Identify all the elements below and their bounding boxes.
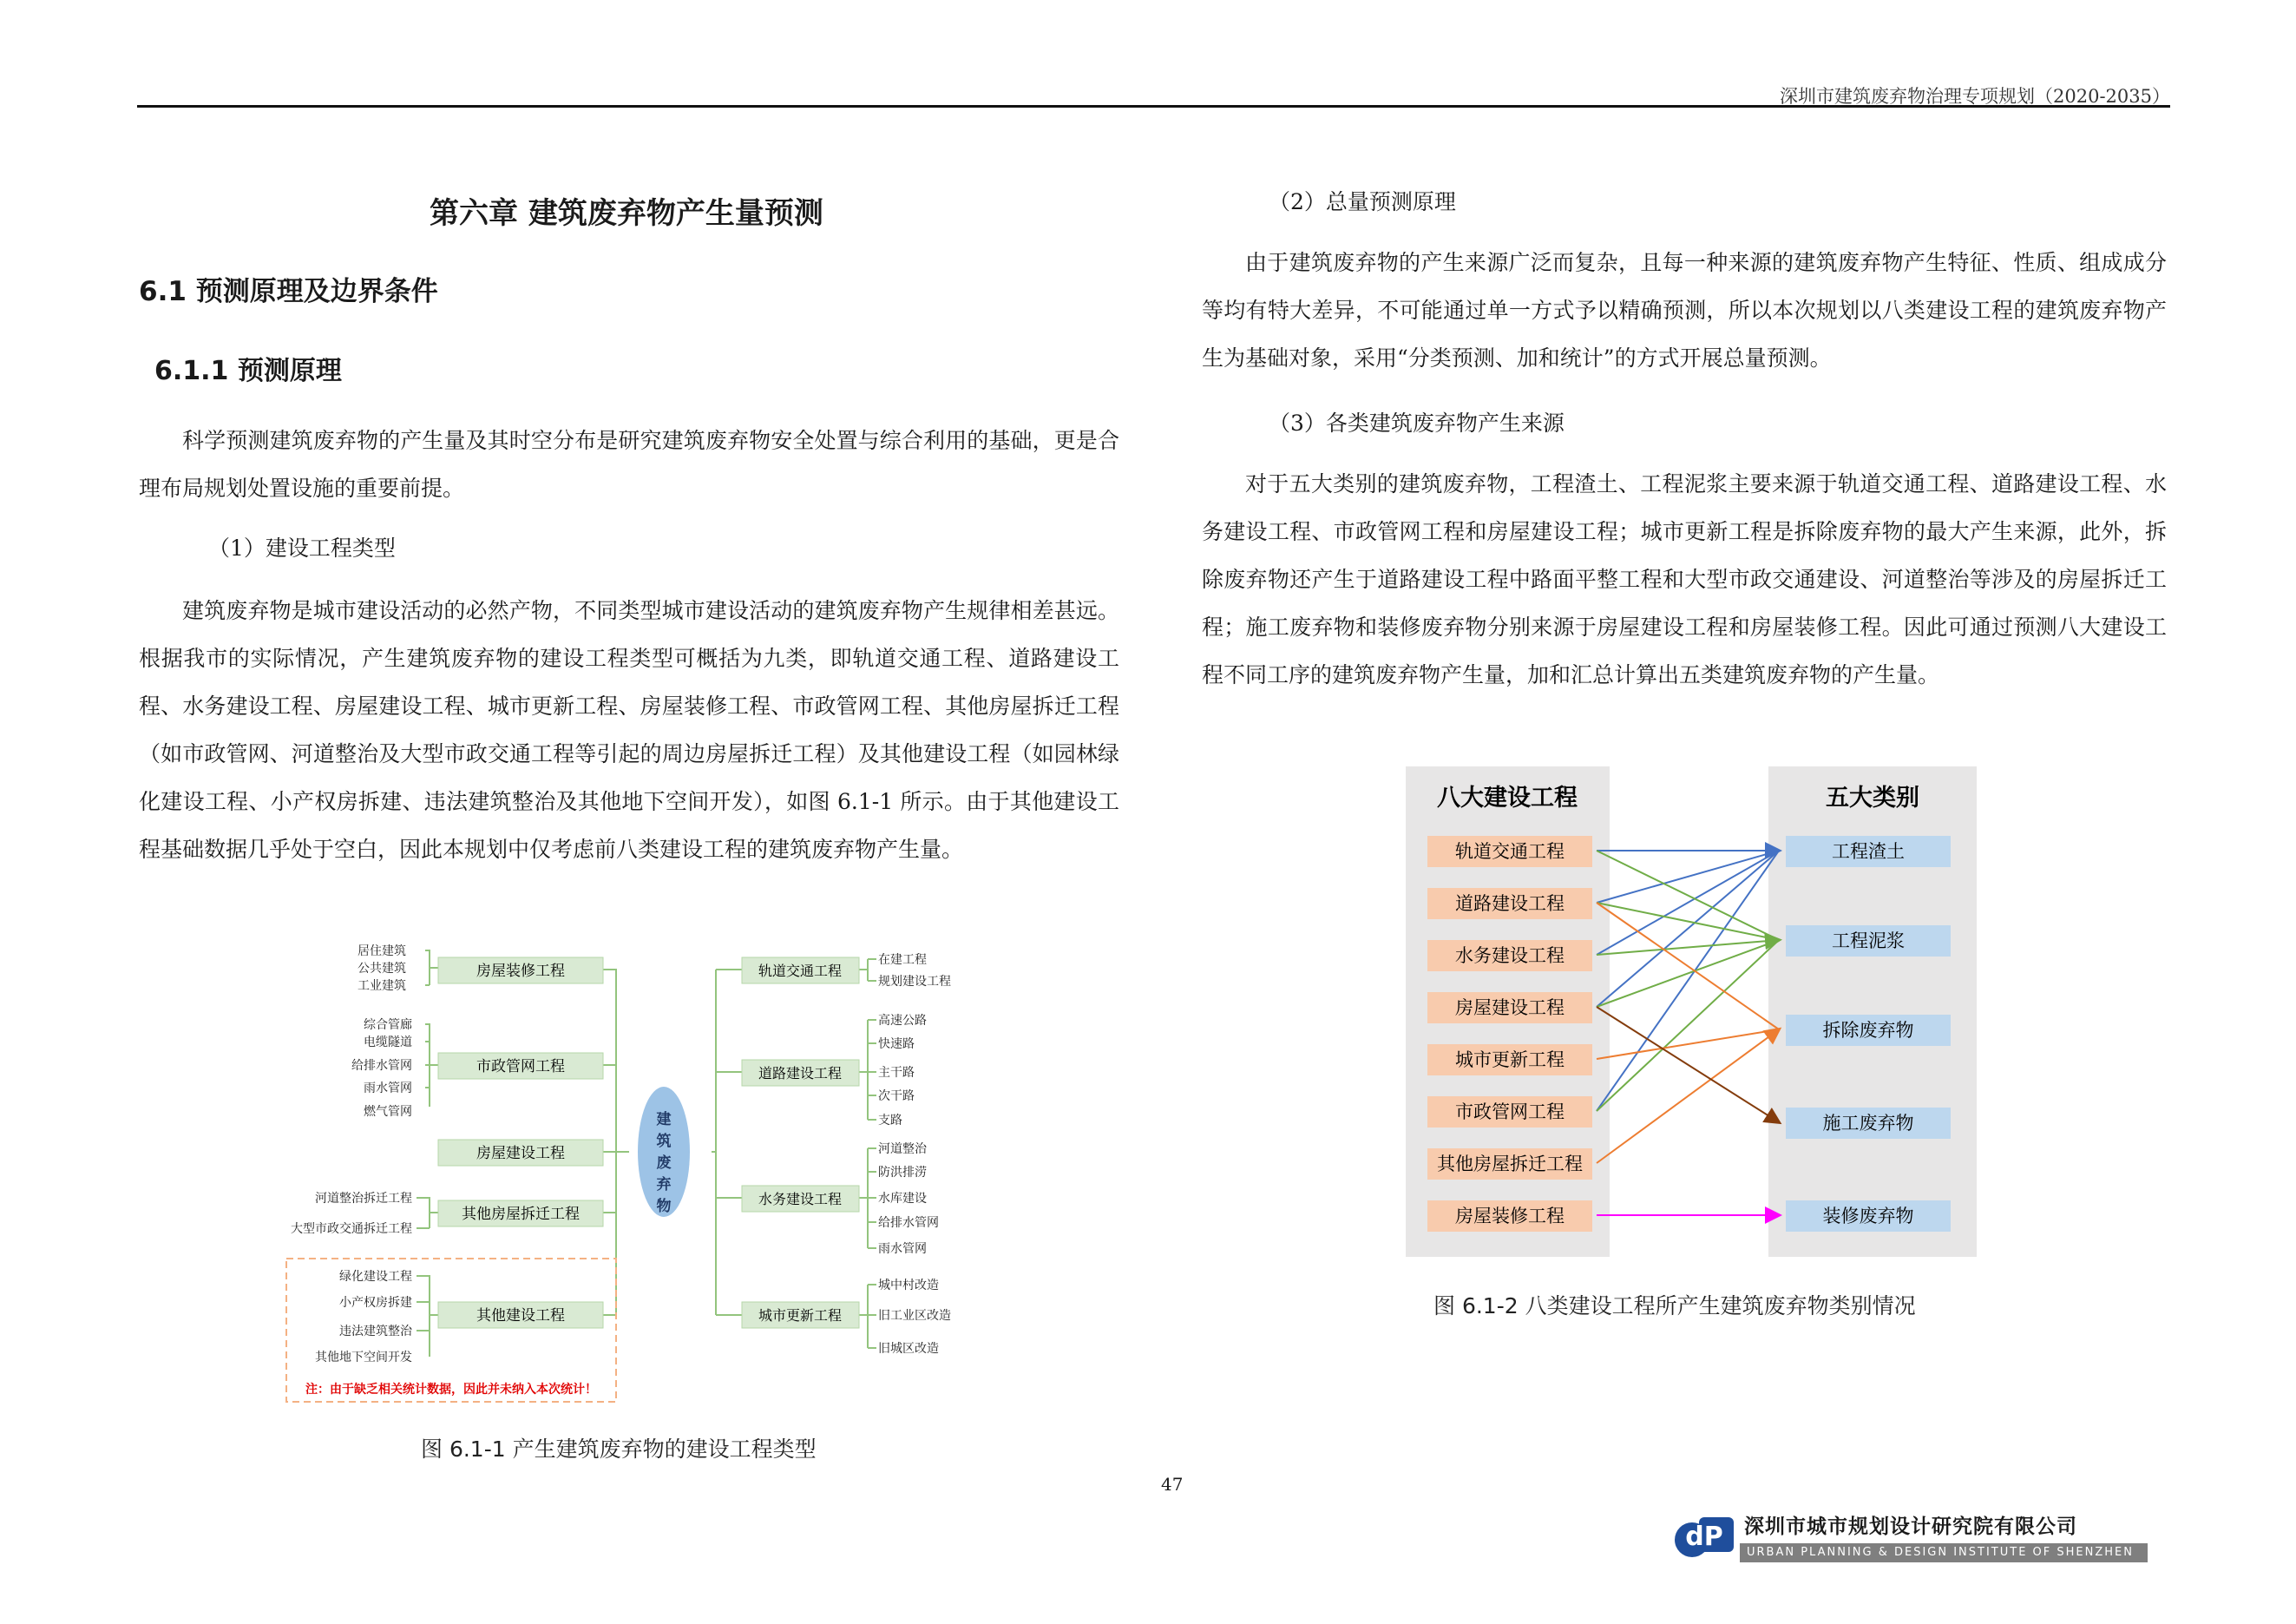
leaf-text: 绿化建设工程 — [339, 1270, 412, 1284]
leaf-text: 高速公路 — [878, 1014, 927, 1028]
leaf-text: 旧城区改造 — [878, 1342, 939, 1356]
right-group-road — [742, 1060, 859, 1086]
intro-paragraph: 科学预测建筑废弃物的产生量及其时空分布是研究建筑废弃物安全处置与综合利用的基础，更是合理布局规划处置设施的重要前提。 — [139, 428, 1119, 501]
leaf-text: 给排水管网 — [878, 1216, 939, 1230]
item2-heading: （2）总量预测原理 — [1269, 189, 1456, 214]
leaf-text: 给排水管网 — [351, 1059, 412, 1073]
leaf-text: 支路 — [878, 1114, 902, 1128]
figure2-caption: 图 6.1-2 八类建设工程所产生建筑废弃物类别情况 — [1433, 1293, 1916, 1318]
svg-text:物: 物 — [656, 1198, 672, 1215]
item1-paragraph: 建筑废弃物是城市建设活动的必然产物，不同类型城市建设活动的建筑废弃物产生规律相差甚远。根据我市的实际情况，产生建筑废弃物的建设工程类型可概括为九类，即轨道交通工程、道路建设工程、水务建设工程、房屋建设工程、城市更新工程、房屋装修工程、市政管网工程、其他房屋拆迁工程（如市政管网、河道整治及大型市政交通工程等引起的周边房屋拆迁工程）及其他建设工程（如园林绿化建设工程、小产权房拆建、违法建筑整治及其他地下空间开发），如图 6.1-1 所示。由于其他建设工程基础数据几乎处于空白，因此本规划中仅考虑前八类建设工程的建筑废弃物产生量。 — [139, 598, 1119, 862]
leaf-text: 雨水管网 — [364, 1082, 412, 1095]
svg-text:弃: 弃 — [656, 1176, 672, 1193]
leaf-text: 工业建筑 — [358, 979, 406, 993]
subsection-title: 6.1.1 预测原理 — [154, 356, 342, 386]
leaf-text: 快速路 — [878, 1037, 915, 1051]
svg-text:市政管网工程: 市政管网工程 — [1455, 1101, 1565, 1122]
leaf-text: 旧工业区改造 — [878, 1309, 951, 1323]
left-group-house-construction — [438, 1140, 603, 1166]
item3-heading: （3）各类建筑废弃物产生来源 — [1269, 411, 1565, 436]
leaf-text: 违法建筑整治 — [339, 1325, 412, 1338]
svg-text:拆除废弃物: 拆除废弃物 — [1822, 1020, 1914, 1041]
logo-mark-text: dP — [1685, 1522, 1723, 1552]
svg-text:其他建设工程: 其他建设工程 — [476, 1307, 565, 1325]
left-group-other-demolition — [438, 1200, 603, 1226]
leaf-text: 水库建设 — [878, 1192, 927, 1206]
leaf-text: 综合管廊 — [364, 1018, 412, 1032]
svg-text:水务建设工程: 水务建设工程 — [1455, 945, 1565, 966]
leaf-text: 雨水管网 — [878, 1242, 927, 1256]
running-header: 深圳市建筑废弃物治理专项规划（2020-2035） — [1780, 86, 2170, 107]
right-group-water — [742, 1186, 859, 1212]
page-number: 47 — [1161, 1474, 1184, 1495]
svg-text:房屋装修工程: 房屋装修工程 — [476, 963, 565, 980]
svg-text:城市更新工程: 城市更新工程 — [758, 1307, 843, 1324]
leaf-text: 居住建筑 — [358, 944, 406, 958]
leaf-text: 大型市政交通拆迁工程 — [291, 1222, 412, 1236]
leaf-text: 主干路 — [878, 1066, 915, 1080]
svg-text:工程渣土: 工程渣土 — [1832, 841, 1905, 862]
figure-6-1-1-diagram — [260, 933, 1007, 1419]
company-name-en: URBAN PLANNING & DESIGN INSTITUTE OF SHENZHEN — [1740, 1543, 2148, 1562]
svg-text:房屋建设工程: 房屋建设工程 — [476, 1145, 565, 1162]
svg-text:轨道交通工程: 轨道交通工程 — [758, 963, 843, 979]
svg-text:道路建设工程: 道路建设工程 — [1455, 893, 1565, 914]
leaf-text: 公共建筑 — [358, 962, 406, 976]
chapter-title: 第六章 建筑废弃物产生量预测 — [430, 196, 823, 231]
svg-text:工程泥浆: 工程泥浆 — [1832, 930, 1905, 951]
svg-text:建: 建 — [656, 1111, 672, 1128]
figure-6-1-2-diagram — [1406, 766, 1978, 1261]
right-group-urban-renewal — [742, 1302, 859, 1328]
svg-text:其他房屋拆迁工程: 其他房屋拆迁工程 — [462, 1206, 580, 1223]
svg-text:其他房屋拆迁工程: 其他房屋拆迁工程 — [1437, 1154, 1583, 1174]
leaf-text: 河道整治 — [878, 1142, 927, 1156]
svg-text:轨道交通工程: 轨道交通工程 — [1455, 841, 1565, 862]
leaf-text: 在建工程 — [878, 953, 927, 967]
excluded-group-frame — [286, 1259, 616, 1402]
leaf-text: 燃气管网 — [364, 1105, 412, 1119]
leaf-text: 电缆隧道 — [364, 1036, 412, 1049]
leaf-text: 其他地下空间开发 — [315, 1351, 412, 1364]
svg-text:废: 废 — [656, 1154, 672, 1172]
leaf-text: 防洪排涝 — [878, 1166, 927, 1180]
left-panel-title: 八大建设工程 — [1437, 785, 1578, 812]
svg-text:道路建设工程: 道路建设工程 — [758, 1065, 843, 1082]
svg-text:水务建设工程: 水务建设工程 — [758, 1191, 843, 1207]
svg-text:市政管网工程: 市政管网工程 — [476, 1058, 565, 1075]
item3-paragraph: 对于五大类别的建筑废弃物，工程渣土、工程泥浆主要来源于轨道交通工程、道路建设工程、水务建设工程、市政管网工程和房屋建设工程；城市更新工程是拆除废弃物的最大产生来源，此外，拆除废弃物还产生于道路建设工程中路面平整工程和大型市政交通建设、河道整治等涉及的房屋拆迁工程；施工废弃物和装修废弃物分别来源于房屋建设工程和房屋装修工程。因此可通过预测八大建设工程不同工序的建筑废弃物产生量，加和汇总计算出五类建筑废弃物的产生量。 — [1202, 471, 2167, 687]
leaf-text: 规划建设工程 — [878, 975, 951, 989]
left-group-house-decoration — [438, 957, 603, 983]
right-group-rail-transit — [742, 957, 859, 983]
figure1-caption: 图 6.1-1 产生建筑废弃物的建设工程类型 — [421, 1437, 817, 1462]
section-title: 6.1 预测原理及边界条件 — [139, 276, 438, 307]
leaf-text: 小产权房拆建 — [339, 1296, 412, 1310]
institute-logo — [1673, 1510, 1735, 1561]
svg-text:房屋建设工程: 房屋建设工程 — [1455, 997, 1565, 1018]
figure-note: 注：由于缺乏相关统计数据，因此并未纳入本次统计！ — [305, 1383, 597, 1397]
company-name-cn: 深圳市城市规划设计研究院有限公司 — [1744, 1516, 2077, 1538]
header-rule — [137, 105, 2170, 108]
svg-text:装修废弃物: 装修废弃物 — [1822, 1206, 1914, 1226]
leaf-text: 城中村改造 — [878, 1279, 939, 1292]
svg-text:施工废弃物: 施工废弃物 — [1822, 1113, 1914, 1134]
left-group-municipal-pipe — [438, 1053, 603, 1079]
item2-paragraph: 由于建筑废弃物的产生来源广泛而复杂，且每一种来源的建筑废弃物产生特征、性质、组成成分等均有特大差异，不可能通过单一方式予以精确预测，所以本次规划以八类建设工程的建筑废弃物产生为基础对象，采用“分类预测、加和统计”的方式开展总量预测。 — [1202, 250, 2167, 371]
svg-text:筑: 筑 — [656, 1133, 672, 1150]
item1-heading: （1）建设工程类型 — [208, 536, 396, 561]
leaf-text: 河道整治拆迁工程 — [315, 1192, 412, 1206]
svg-text:房屋装修工程: 房屋装修工程 — [1455, 1206, 1565, 1226]
right-panel-title: 五大类别 — [1826, 785, 1919, 812]
leaf-text: 次干路 — [878, 1089, 915, 1103]
left-group-other-construction — [438, 1302, 603, 1328]
svg-text:城市更新工程: 城市更新工程 — [1455, 1049, 1565, 1070]
